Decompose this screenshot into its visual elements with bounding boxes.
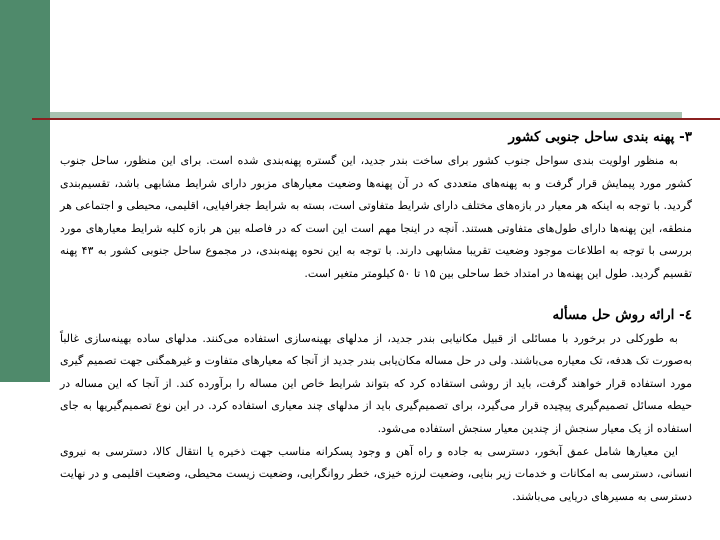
divider-rule bbox=[32, 118, 720, 120]
section-4-heading: ٤- ارائه روش حل مسأله bbox=[552, 306, 692, 323]
section-3-paragraph: به منظور اولویت بندی سواحل جنوب کشور برای ساخت بندر جدید، این گستره پهنه‌بندی شده است. برای این منظور، ساحل جنوب کشور مورد پیمایش قرار گرفت و به پهنه‌های متعددی که در آن پهنه‌ها وضعیت معیارهای مزبور دارای شرایط مشابهی باشد، تقسیم‌بندی گردید. با توجه به اینکه هر معیار در بازه‌های مختلف دارای شرایط متفاوتی است، بسته به شرایط جغرافیایی، اقلیمی، محیطی و اجتماعی هر منطقه، این پهنه‌ها دارای طول‌های متفاوتی هستند. آنچه در اینجا مهم است این است که در فاصله بین هر بازه کلیه شرایط معیارهای مورد بررسی با توجه به اطلاعات موجود وضعیت تقریبا مشابهی دارند. با توجه به این نحوه پهنه‌بندی، در مجموع ساحل جنوبی کشور به ۴۳ پهنه تقسیم گردید. طول این پهنه‌ها در امتداد خط ساحلی بین ۱۵ تا ۵۰ کیلومتر متغیر است. bbox=[60, 154, 692, 280]
decorative-side-bar bbox=[0, 0, 50, 382]
section-4-paragraph-2: این معیارها شامل عمق آبخور، دسترسی به جاده و راه آهن و وجود پسکرانه مناسب جهت ذخیره یا انتقال کالا، دسترسی به نیروی انسانی، دسترسی به امکانات و خدمات زیر بنایی، وضعیت لرزه خیزی، خطر روانگرایی، وضعیت زیست محیطی، وضعیت اقلیمی و در نهایت دسترسی به مسیرهای دریایی می‌باشند. bbox=[60, 444, 692, 503]
slide-content bbox=[60, 124, 692, 508]
section-4-paragraph-1: به طورکلی در برخورد با مسائلی از قبیل مکانیابی بندر جدید، از مدلهای بهینه‌سازی استفاده می‌کنند. مدلهای ساده بهینه‌سازی غالباً به‌صورت تک هدفه، تک معیاره می‌باشند. ولی در حل مساله مکان‌یابی بندر جدید از آنجا که معیارهای متفاوت و غیرهمگنی جهت تصمیم گیری مورد استفاده قرار خواهند گرفت، باید از روشی استفاده کرد که بتواند شرایط خاص این مساله را برآورده کند. از آنجا که این مساله در حیطه مسائل تصمیم‌گیری پیچیده قرار می‌گیرد، برای تصمیم‌گیری باید از مدلهای چند معیاری استفاده کرد. در این نوع تصمیم‌گیریها به جای استفاده از یک معیار سنجش از چندین معیار سنجش استفاده می‌شود. bbox=[60, 331, 692, 435]
section-3-heading: ۳- پهنه بندی ساحل جنوبی کشور bbox=[508, 129, 692, 145]
